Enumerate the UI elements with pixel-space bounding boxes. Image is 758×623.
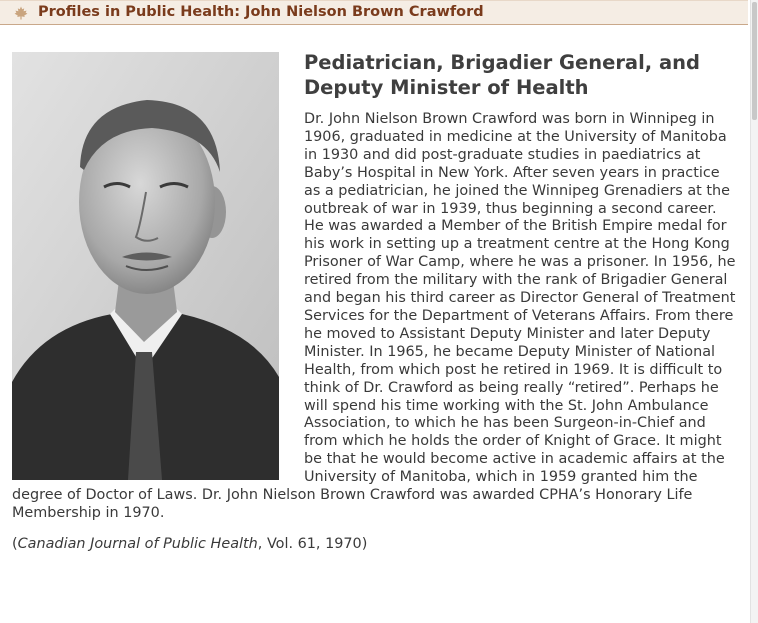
maple-leaf-icon — [14, 6, 28, 20]
page-title: Profiles in Public Health: John Nielson Brown Crawford — [38, 4, 484, 20]
article — [12, 50, 736, 553]
portrait-photo — [12, 52, 279, 480]
citation-open: ( — [12, 535, 18, 552]
citation-journal: Canadian Journal of Public Health — [17, 535, 258, 552]
vertical-scrollbar[interactable] — [750, 0, 758, 623]
article-heading: Pediatrician, Brigadier General, and Deputy Minister of Health — [304, 51, 700, 99]
scrollbar-thumb[interactable] — [752, 2, 757, 120]
citation — [12, 535, 736, 553]
article-body: Dr. John Nielson Brown Crawford was born in Winnipeg in 1906, graduated in medicine at the University of Manitoba in 1930 and did post-graduate studies in paediatrics at Baby’s Hospital in New York. After seven years in practice as a pediatrician, he joined the Winnipeg Grenadiers at the outbreak of war in 1939, thus beginning a second career. He was awarded a Member of the British Empire medal for his work in setting up a treatment centre at the Hong Kong Prisoner of War Camp, where he was a prisoner. In 1956, he retired from the military with the rank of Brigadier General and began his third career as Director General of Treatment Services for the Department of Veterans Affairs. From there he moved to Assistant Deputy Minister and later Deputy Minister. In 1965, he became Deputy Minister of National Health, from which post he retired in 1969. It is difficult to think of Dr. Crawford as being really “retired”. Perhaps he will spend his time working with the St. John Ambulance Association, to which he has been Surgeon-in-Chief and from which he holds the order of Knight of Grace. It might be that he would become active in academic affairs at the University of Manitoba, which in 1959 granted him the degree of Doctor of Laws. Dr. John Nielson Brown Crawford was awarded CPHA’s Honorary Life Membership in 1970. — [12, 111, 736, 521]
citation-details: , Vol. 61, 1970) — [257, 535, 368, 552]
section-header — [0, 0, 748, 25]
